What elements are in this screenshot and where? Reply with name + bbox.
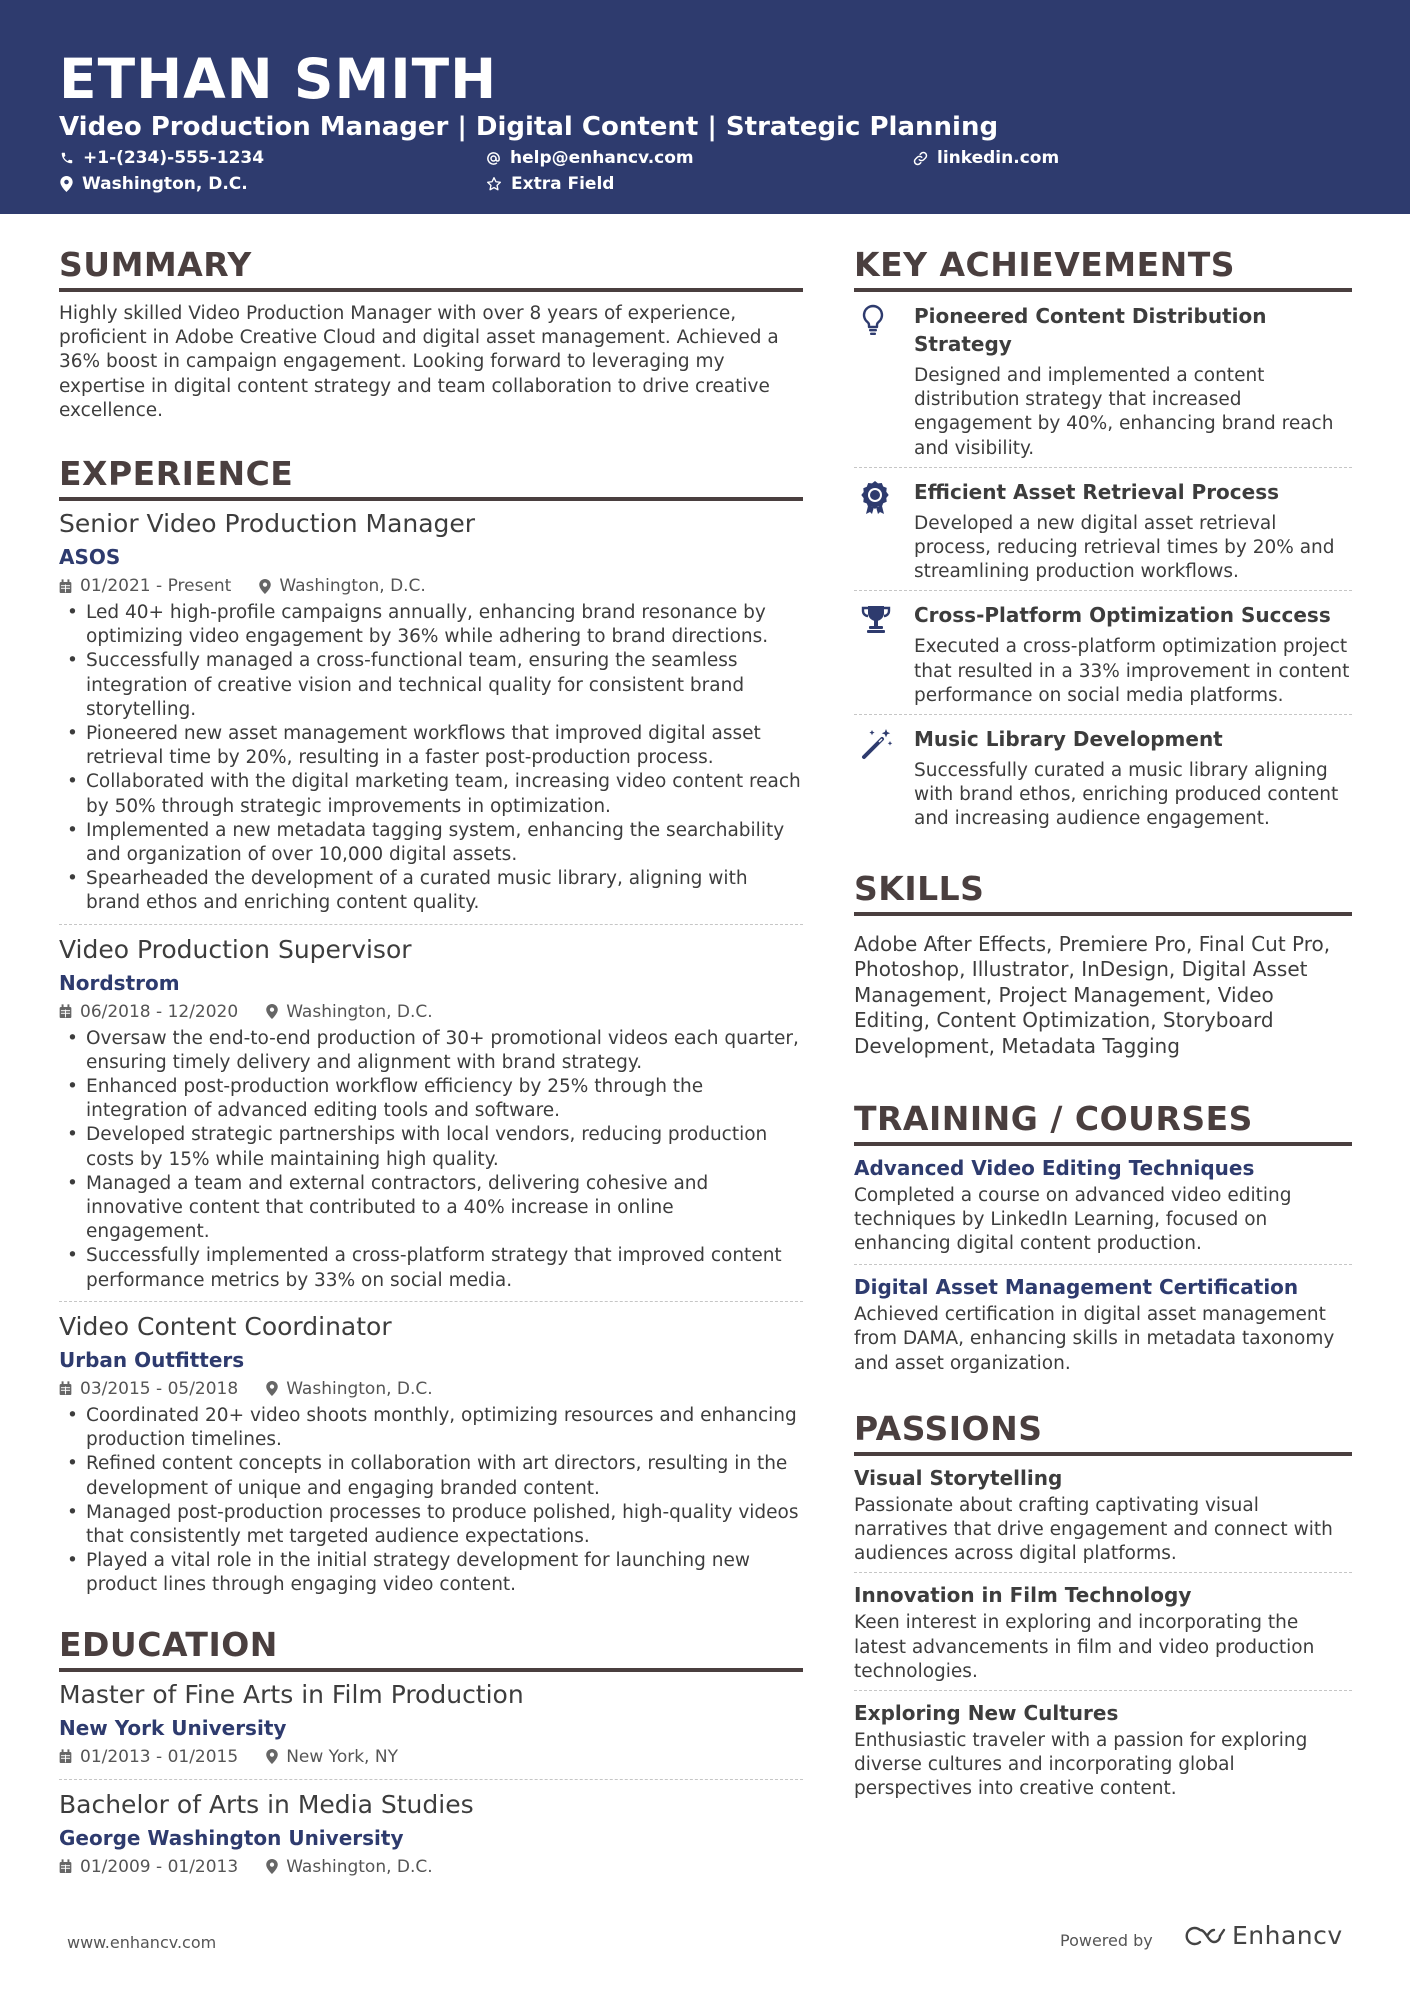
degree-title: Bachelor of Arts in Media Studies — [59, 1789, 474, 1819]
education-meta — [59, 1745, 803, 1769]
education-entry — [59, 1672, 803, 1769]
powered-by-text: Powered by — [1060, 1931, 1153, 1950]
achievement-item — [854, 467, 1352, 591]
course-title: Advanced Video Editing Techniques — [854, 1155, 1255, 1180]
dates-text: 01/2021 - Present — [80, 576, 232, 597]
link-icon — [913, 151, 928, 166]
brand-name: Enhancv — [1232, 1921, 1343, 1950]
education-location — [266, 1745, 398, 1769]
passion-item — [854, 1572, 1352, 1690]
map-pin-icon — [266, 1381, 278, 1396]
calendar-icon — [59, 1859, 72, 1874]
bullet-item: • Coordinated 20+ video shoots monthly, optimizing resources and enhancing production timelines. — [59, 1404, 803, 1452]
section-title: EDUCATION — [59, 1624, 803, 1672]
phone-icon — [60, 151, 74, 165]
job-dates — [59, 1000, 238, 1024]
map-pin-icon — [259, 579, 271, 594]
degree-title: Master of Fine Arts in Film Production — [59, 1679, 524, 1709]
resume-header — [0, 0, 1410, 214]
award-ribbon-icon — [860, 480, 890, 514]
enhancv-logo[interactable] — [1180, 1921, 1343, 1950]
bullet-item: • Played a vital role in the initial strategy development for launching new product lines through engaging video content. — [59, 1549, 803, 1597]
location-text: New York, NY — [286, 1746, 398, 1767]
trophy-icon — [860, 603, 892, 635]
contact-location — [60, 172, 248, 196]
calendar-icon — [59, 579, 72, 594]
skills-section — [854, 868, 1352, 1060]
location-text: Washington, D.C. — [279, 576, 426, 597]
email-text: help@enhancv.com — [510, 148, 694, 168]
calendar-icon — [59, 1749, 72, 1764]
star-icon — [486, 176, 502, 192]
achievement-title: Music Library Development — [914, 727, 1223, 752]
left-column — [59, 214, 803, 1879]
course-item — [854, 1146, 1352, 1265]
education-meta — [59, 1855, 803, 1879]
dates-text: 03/2015 - 05/2018 — [80, 1378, 239, 1399]
job-title: Senior Video Production Manager — [59, 509, 476, 539]
magic-wand-icon — [860, 727, 894, 761]
section-title: SUMMARY — [59, 244, 803, 292]
bullet-item: • Managed post-production processes to produce polished, high-quality videos that consistently met targeted audience expectations. — [59, 1501, 803, 1549]
dates-text: 06/2018 - 12/2020 — [80, 1001, 239, 1022]
job-dates — [59, 1377, 238, 1401]
passions-section — [854, 1408, 1352, 1808]
job-dates — [59, 574, 231, 598]
right-column — [854, 214, 1352, 1808]
location-text: Washington, D.C. — [286, 1378, 433, 1399]
passion-title: Visual Storytelling — [854, 1465, 1063, 1490]
contact-phone[interactable] — [60, 146, 264, 170]
bullet-item: • Successfully managed a cross-functional team, ensuring the seamless integration of creative vision and technical quality for consistent brand storytelling. — [59, 649, 803, 722]
section-title: KEY ACHIEVEMENTS — [854, 244, 1352, 292]
company-name: ASOS — [59, 545, 121, 570]
contact-linkedin[interactable] — [913, 146, 1059, 170]
contact-email[interactable] — [486, 146, 694, 170]
skills-text: Adobe After Effects, Premiere Pro, Final Cut Pro, Photoshop, Illustrator, InDesign, Digital Asset Management, Project Management, Video Editing, Content Optimization, Storyboard Development, Metadata Tagging — [854, 931, 1331, 1059]
enhancv-logo-icon — [1180, 1924, 1226, 1948]
education-location — [266, 1855, 432, 1879]
job-meta — [59, 1377, 803, 1401]
bullet-item: • Led 40+ high-profile campaigns annually, enhancing brand resonance by optimizing video engagement by 36% while adhering to brand directions. — [59, 601, 803, 649]
dates-text: 01/2013 - 01/2015 — [80, 1746, 239, 1767]
passion-text: Enthusiastic traveler with a passion for exploring diverse cultures and incorporating global perspectives into creative content. — [854, 1730, 1308, 1800]
calendar-icon — [59, 1381, 72, 1396]
job-bullets — [59, 1027, 803, 1293]
course-text: Completed a course on advanced video editing techniques by LinkedIn Learning, focused on enhancing digital content production. — [854, 1184, 1292, 1255]
summary-text: Highly skilled Video Production Manager with over 8 years of experience, proficient in Adobe Creative Cloud and digital asset management. Achieved a 36% boost in campaign engagement. Looking forward to leveraging my expertise in digital content strategy and team collaboration to drive creative excellence. — [59, 303, 779, 421]
job-location — [266, 1000, 432, 1024]
bullet-item: • Refined content concepts in collaboration with art directors, resulting in the development of unique and engaging branded content. — [59, 1452, 803, 1500]
passion-text: Passionate about crafting captivating visual narratives that drive engagement and connect with audiences across digital platforms. — [854, 1494, 1333, 1565]
job-location — [259, 574, 425, 598]
job-title: Video Production Supervisor — [59, 934, 412, 964]
at-icon — [486, 151, 501, 166]
map-pin-icon — [60, 176, 73, 192]
phone-text: +1-(234)-555-1234 — [83, 148, 265, 168]
achievement-text: Developed a new digital asset retrieval process, reducing retrieval times by 20% and streamlining production workflows. — [914, 512, 1335, 583]
achievement-text: Designed and implemented a content distribution strategy that increased engagement by 40%, enhancing brand reach and visibility. — [914, 365, 1334, 459]
extra-field-text: Extra Field — [511, 174, 615, 194]
training-section — [854, 1098, 1352, 1384]
experience-section — [59, 453, 803, 1598]
map-pin-icon — [266, 1859, 278, 1874]
bullet-item: • Successfully implemented a cross-platform strategy that improved content performance metrics by 33% on social media. — [59, 1244, 803, 1292]
passion-item — [854, 1456, 1352, 1573]
achievement-title: Cross-Platform Optimization Success — [914, 603, 1331, 628]
footer-url[interactable]: www.enhancv.com — [67, 1933, 217, 1952]
course-item — [854, 1264, 1352, 1384]
section-title: PASSIONS — [854, 1408, 1352, 1456]
job-meta — [59, 1000, 803, 1024]
job-bullets — [59, 601, 803, 916]
job-bullets — [59, 1404, 803, 1598]
school-name: George Washington University — [59, 1825, 404, 1850]
achievement-text: Successfully curated a music library aligning with brand ethos, enriching produced content and increasing audience engagement. — [914, 760, 1339, 830]
map-pin-icon — [266, 1004, 278, 1019]
company-name: Urban Outfitters — [59, 1347, 245, 1372]
achievement-item — [854, 590, 1352, 714]
achievement-title: Efficient Asset Retrieval Process — [914, 479, 1280, 504]
section-title: TRAINING / COURSES — [854, 1098, 1352, 1146]
education-entry — [59, 1779, 803, 1879]
course-text: Achieved certification in digital asset management from DAMA, enhancing skills in metadata taxonomy and asset organization. — [854, 1304, 1335, 1374]
course-title: Digital Asset Management Certification — [854, 1275, 1299, 1300]
candidate-name: ETHAN SMITH — [59, 47, 498, 111]
achievement-item — [854, 292, 1352, 467]
achievement-item — [854, 714, 1352, 838]
section-title: EXPERIENCE — [59, 453, 803, 501]
location-text: Washington, D.C. — [286, 1856, 433, 1877]
location-text: Washington, D.C. — [82, 174, 248, 194]
job-entry — [59, 1301, 803, 1598]
lightbulb-icon — [860, 304, 886, 336]
location-text: Washington, D.C. — [286, 1001, 433, 1022]
passion-item — [854, 1690, 1352, 1808]
candidate-headline: Video Production Manager | Digital Content | Strategic Planning — [59, 112, 999, 142]
passion-title: Innovation in Film Technology — [854, 1583, 1192, 1608]
bullet-item: • Implemented a new metadata tagging system, enhancing the searchability and organization of over 10,000 digital assets. — [59, 819, 803, 867]
achievement-text: Executed a cross-platform optimization project that resulted in a 33% improvement in content performance on social media platforms. — [914, 636, 1350, 706]
map-pin-icon — [266, 1749, 278, 1764]
summary-section — [59, 244, 803, 423]
section-title: SKILLS — [854, 868, 1352, 916]
key-achievements-section — [854, 244, 1352, 838]
job-meta — [59, 574, 803, 598]
education-section — [59, 1624, 803, 1879]
school-name: New York University — [59, 1715, 287, 1740]
job-location — [266, 1377, 432, 1401]
company-name: Nordstrom — [59, 970, 180, 995]
job-entry — [59, 501, 803, 916]
passion-title: Exploring New Cultures — [854, 1701, 1119, 1726]
dates-text: 01/2009 - 01/2013 — [80, 1856, 239, 1877]
bullet-item: • Managed a team and external contractors, delivering cohesive and innovative content that contributed to a 40% increase in online engagement. — [59, 1172, 803, 1245]
contact-extra — [486, 172, 614, 196]
job-entry — [59, 924, 803, 1293]
achievement-title: Pioneered Content Distribution Strategy — [914, 304, 1267, 356]
education-dates — [59, 1855, 238, 1879]
passion-text: Keen interest in exploring and incorporating the latest advancements in film and video production technologies. — [854, 1612, 1315, 1682]
job-title: Video Content Coordinator — [59, 1311, 392, 1341]
linkedin-text: linkedin.com — [937, 148, 1060, 168]
bullet-item: • Spearheaded the development of a curated music library, aligning with brand ethos and enriching content quality. — [59, 867, 803, 915]
bullet-item: • Collaborated with the digital marketing team, increasing video content reach by 50% through strategic improvements in optimization. — [59, 770, 803, 818]
education-dates — [59, 1745, 238, 1769]
bullet-item: • Enhanced post-production workflow efficiency by 25% through the integration of advanced editing tools and software. — [59, 1075, 803, 1123]
bullet-item: • Oversaw the end-to-end production of 30+ promotional videos each quarter, ensuring timely delivery and alignment with brand strategy. — [59, 1027, 803, 1075]
calendar-icon — [59, 1004, 72, 1019]
bullet-item: • Pioneered new asset management workflows that improved digital asset retrieval time by 20%, resulting in a faster post-production process. — [59, 722, 803, 770]
bullet-item: • Developed strategic partnerships with local vendors, reducing production costs by 15% while maintaining high quality. — [59, 1123, 803, 1171]
